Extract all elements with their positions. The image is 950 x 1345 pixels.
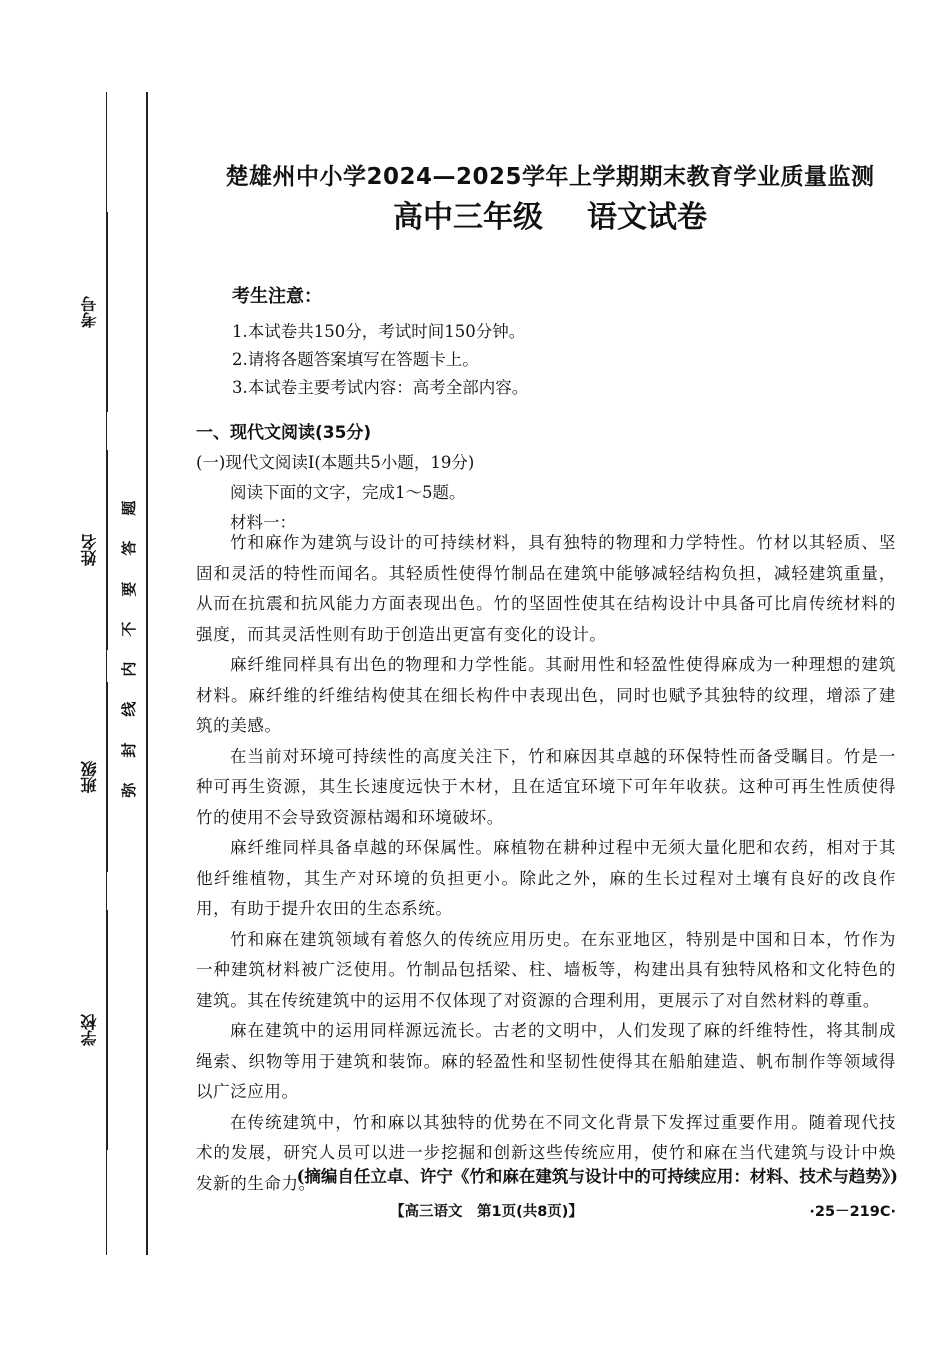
school-label: 学校 [80, 1014, 99, 1046]
class-field [78, 682, 108, 872]
reading-instruction: 阅读下面的文字，完成1～5题。 [230, 483, 466, 502]
seal-char: 要 [119, 581, 138, 597]
exam-number-label: 考号 [80, 296, 99, 328]
page-number-label: 【高三语文 第1页(共8页)】 [390, 1204, 583, 1220]
seal-line-notice [116, 488, 140, 810]
seal-char: 封 [119, 742, 138, 758]
school-underline [107, 910, 108, 1150]
section-header-block [196, 418, 896, 538]
exam-subject: 语文试卷 [587, 200, 707, 235]
candidate-notice [232, 282, 528, 402]
seal-char: 线 [119, 702, 138, 718]
notice-item: 2.请将各题答案填写在答题卡上。 [232, 350, 479, 369]
passage-paragraph: 竹和麻作为建筑与设计的可持续材料，具有独特的物理和力学特性。竹材以其轻质、坚固和灵活的特性而闻名。其轻质性使得竹制品在建筑中能够减轻结构负担，减轻建筑重量，从而在抗震和抗风能力方面表现出色。竹的坚固性使其在结构设计中具备可比肩传统材料的强度，而其灵活性则有助于创造出更富有变化的设计。 [196, 533, 896, 644]
passage-paragraph: 竹和麻在建筑领域有着悠久的传统应用历史。在东亚地区，特别是中国和日本，竹作为一种建筑材料被广泛使用。竹制品包括梁、柱、墙板等，构建出具有独特风格和文化特色的建筑。其在传统建筑中的运用不仅体现了对资源的合理利用，更展示了对自然材料的尊重。 [196, 929, 896, 1010]
passage-paragraph: 麻纤维同样具有出色的物理和力学性能。其耐用性和轻盈性使得麻成为一种理想的建筑材料。麻纤维的纤维结构使其在细长构件中表现出色，同时也赋予其独特的纹理，增添了建筑的美感。 [196, 655, 896, 735]
name-label: 姓名 [80, 534, 99, 566]
name-field [78, 450, 108, 650]
seal-char: 答 [119, 540, 138, 556]
passage-paragraph: 在当前对环境可持续性的高度关注下，竹和麻因其卓越的环保特性而备受瞩目。竹是一种可再生资源，其生长速度远快于木材，且在适宜环境下可年年收获。这种可再生性质使得竹的使用不会导致资源枯竭和环境破坏。 [196, 746, 896, 827]
exam-code: ·25－219C· [809, 1204, 896, 1220]
exam-number-field [78, 212, 108, 412]
notice-item: 3.本试卷主要考试内容：高考全部内容。 [232, 378, 529, 397]
passage-paragraph: 麻在建筑中的运用同样源远流长。古老的文明中，人们发现了麻的纤维特性，将其制成绳索、织物等用于建筑和装饰。麻的轻盈性和坚韧性使得其在船舶建造、帆布制作等领域得以广泛应用。 [196, 1021, 896, 1101]
passage-paragraph: 在传统建筑中，竹和麻以其独特的优势在不同文化背景下发挥过重要作用。随着现代技术的发展，研究人员可以进一步挖掘和创新这些传统应用，使竹和麻在当代建筑与设计中焕发新的生命力。 [196, 1112, 896, 1193]
seal-char: 内 [119, 661, 138, 677]
seal-char: 题 [119, 500, 138, 516]
material-label: 材料一： [230, 513, 296, 532]
passage-paragraph: 麻纤维同样具备卓越的环保属性。麻植物在耕种过程中无须大量化肥和农药，相对于其他纤维植物，其生产对环境的负担更小。除此之外，麻的生长过程对土壤有良好的改良作用，有助于提升农田的生态系统。 [196, 838, 896, 918]
class-label: 班级 [80, 761, 99, 793]
notice-item: 1.本试卷共150分，考试时间150分钟。 [232, 322, 526, 341]
school-field [78, 910, 108, 1150]
seal-char: 不 [119, 621, 138, 637]
passage-source: (摘编自任立卓、许宁《竹和麻在建筑与设计中的可持续应用：材料、技术与趋势》) [296, 1167, 898, 1186]
reading-passage [196, 528, 896, 1199]
exam-number-underline [107, 212, 108, 412]
exam-title [150, 192, 950, 236]
notice-heading: 考生注意： [232, 286, 322, 307]
exam-organization: 楚雄州中小学2024—2025学年上学期期末教育学业质量监测 [225, 164, 875, 190]
subsection-title: (一)现代文阅读Ⅰ(本题共5小题，19分) [196, 453, 475, 472]
exam-grade: 高中三年级 [393, 200, 543, 235]
section-title: 一、现代文阅读(35分) [196, 423, 372, 443]
seal-char: 弥 [119, 782, 138, 798]
